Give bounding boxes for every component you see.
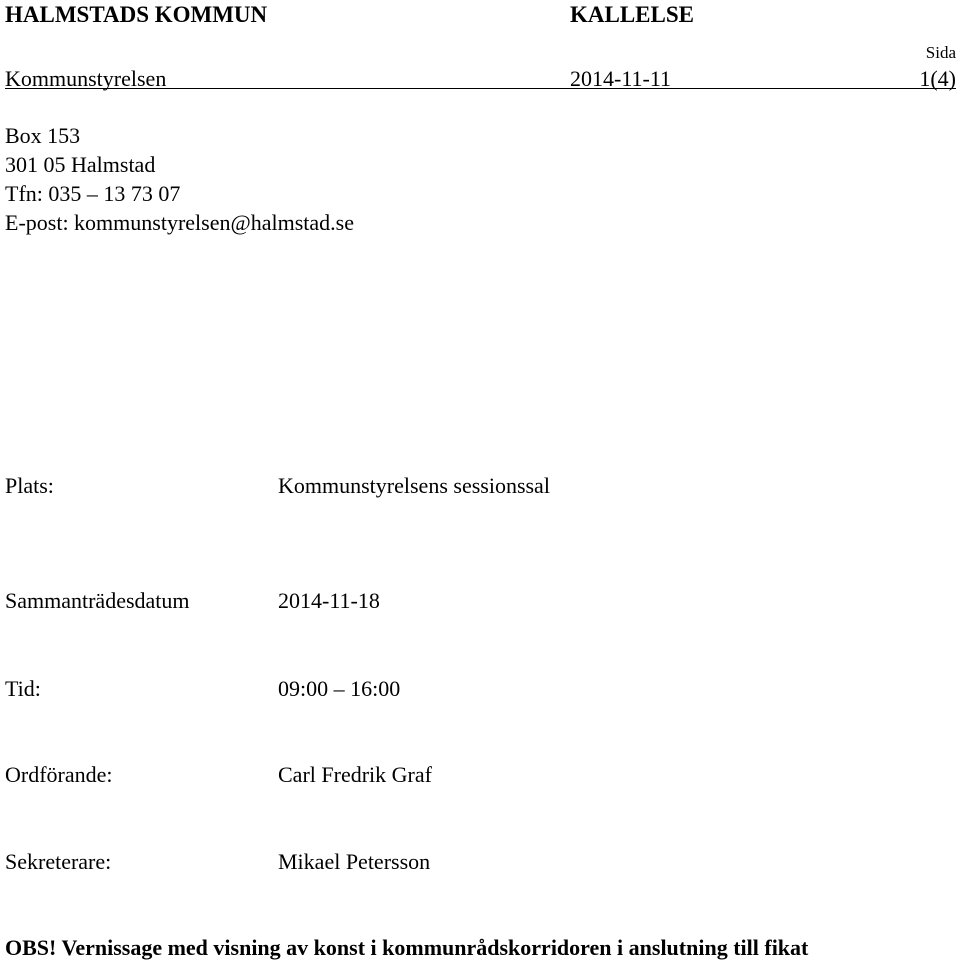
document-date: 2014-11-11 xyxy=(570,66,672,91)
committee-name: Kommunstyrelsen xyxy=(5,66,167,91)
address-postal: 301 05 Halmstad xyxy=(5,152,156,177)
address-box: Box 153 xyxy=(5,123,81,148)
chair-value: Carl Fredrik Graf xyxy=(278,762,432,787)
time-label: Tid: xyxy=(5,676,41,701)
document-type: KALLELSE xyxy=(570,2,694,27)
chair-label: Ordförande: xyxy=(5,762,113,787)
place-label: Plats: xyxy=(5,473,54,498)
place-value: Kommunstyrelsens sessionssal xyxy=(278,473,550,498)
time-value: 09:00 – 16:00 xyxy=(278,676,401,701)
page-label: Sida xyxy=(925,43,956,62)
notice-text: OBS! Vernissage med visning av konst i kommunrådskorridoren i anslutning till fikat xyxy=(5,935,809,960)
organization-name: HALMSTADS KOMMUN xyxy=(5,2,268,27)
page-number: 1(4) xyxy=(919,66,956,91)
address-email: E-post: kommunstyrelsen@halmstad.se xyxy=(5,210,354,235)
secretary-label: Sekreterare: xyxy=(5,849,112,874)
header-rule xyxy=(5,88,956,89)
meeting-date-label: Sammanträdesdatum xyxy=(5,588,190,613)
address-phone: Tfn: 035 – 13 73 07 xyxy=(5,181,181,206)
secretary-value: Mikael Petersson xyxy=(278,849,431,874)
meeting-date-value: 2014-11-18 xyxy=(278,588,380,613)
